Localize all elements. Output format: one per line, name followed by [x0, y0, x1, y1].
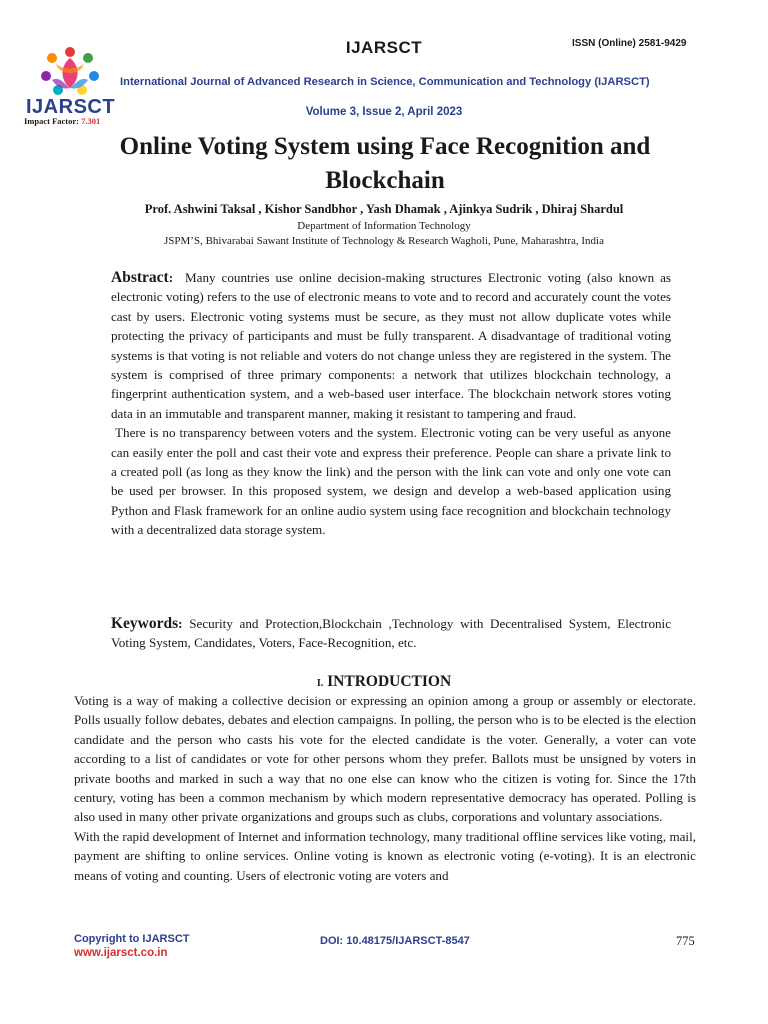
logo-wordmark: IJARSCT	[26, 96, 116, 118]
copyright: Copyright to IJARSCT	[74, 933, 190, 945]
keywords-text: Security and Protection,Blockchain ,Technology with Decentralised System, Electronic Voting System, Candidates, Voters, Face-Recognition, etc.	[111, 616, 672, 651]
abstract-paragraph-2	[111, 423, 671, 539]
author-list: Prof. Ashwini Taksal , Kishor Sandbhor , Yash Dhamak , Ajinkya Sudrik , Dhiraj Shardul	[144, 202, 624, 216]
keywords-label: Keywords	[111, 615, 179, 632]
impact-factor-value: 7.301	[81, 116, 101, 126]
section-title: INTRODUCTION	[327, 673, 452, 690]
institution: JSPM’S, Bhivarabai Sawant Institute of Technology & Research Wagholi, Pune, Maharashtra, India	[164, 235, 604, 247]
page-number: 775	[676, 934, 695, 948]
intro-paragraph-2: With the rapid development of Internet and information technology, many traditional offline services like voting, mail, payment are shifting to online services. Online voting is known as electronic voting (e-voting). It is an electronic means of voting and counting. Users of electronic voting are voters and	[74, 828, 696, 883]
section-heading-introduction	[0, 673, 768, 691]
abstract	[111, 268, 671, 540]
paper-title: Online Voting System using Face Recognition and Blockchain	[119, 133, 651, 194]
impact-factor-label: Impact Factor:	[24, 116, 79, 126]
abstract-text-1: Many countries use online decision-making structures Electronic voting (also known as electronic voting) refers to the use of electronic means to vote and to record and accurately count the votes cast by users. Electronic voting systems must be secure, as they must not allow duplicate votes while protecting the privacy of participants and must be fully transparent. A disadvantage of traditional voting systems is that voting is not reliable and voters do not change unless they are registered in the system. The system is comprised of three primary components: a network that utilizes blockchain technology, a fingerprint authentication system, and a web-based user interface. The blockchain network stores voting data in an immutable and transparent manner, making it resistant to tampering and fraud.	[111, 270, 672, 421]
keywords: Keywords: Security and Protection,Blockchain ,Technology with Decentralised System, Electronic Voting System, Candidates, Voters, Face-Recognition, etc.	[111, 615, 672, 651]
journal-full-name: International Journal of Advanced Research in Science, Communication and Technology (IJARSCT)	[120, 76, 650, 88]
section-number: I.	[316, 678, 324, 689]
intro-paragraph-1: Voting is a way of making a collective decision or expressing an opinion among a group or assembly or electorate. Polls usually follow debates, debates and election campaigns. In polling, the person who is to be elected is the election candidate and the person who casts his vote for the elected candidate is the voter. Generally, a voter can vote according to a list of candidates or vote for other persons whom they prefer. Ballots must be unsigned by voters in private booths and marked in such a way that no one else can know who the citizen is voting for. Since the 17th century, voting has been a common mechanism by which modern representative democracy has operated. Polling is also used in many other private organizations and groups such as clubs, corporations and voluntary associations.	[74, 693, 696, 825]
volume-issue: Volume 3, Issue 2, April 2023	[305, 106, 463, 118]
abstract-text-2: There is no transparency between voters and the system. Electronic voting can be very useful as anyone can easily enter the poll and cast their vote and express their preference. People can share a private link to a created poll (as long as they know the link) and the person with the link can vote and only one vote can be used per browser. In this proposed system, we design and develop a web-based application using Python and Flask framework for an online audio system using face recognition and blockchain technology with a decentralized data storage system.	[111, 425, 671, 538]
department: Department of Information Technology	[297, 220, 471, 232]
introduction-body	[74, 691, 696, 885]
doi[interactable]: DOI: 10.48175/IJARSCT-8547	[320, 935, 470, 947]
abstract-label: Abstract	[111, 269, 169, 286]
journal-short-name: IJARSCT	[345, 38, 423, 57]
abstract-paragraph: Abstract: Many countries use online decision-making structures Electronic voting (also known as electronic voting) refers to the use of electronic means to vote and to record and accurately count the votes cast by users. Electronic voting systems must be secure, as they must not allow duplicate votes while protecting the privacy of participants and must be fully transparent. A disadvantage of traditional voting systems is that voting is not reliable and voters do not change unless they are registered in the system. The system is comprised of three primary components: a network that utilizes blockchain technology, a fingerprint authentication system, and a web-based user interface. The blockchain network stores voting data in an immutable and transparent manner, making it resistant to tampering and fraud.	[111, 269, 672, 421]
website-link[interactable]: www.ijarsct.co.in	[74, 947, 168, 959]
issn: ISSN (Online) 2581-9429	[572, 38, 687, 49]
